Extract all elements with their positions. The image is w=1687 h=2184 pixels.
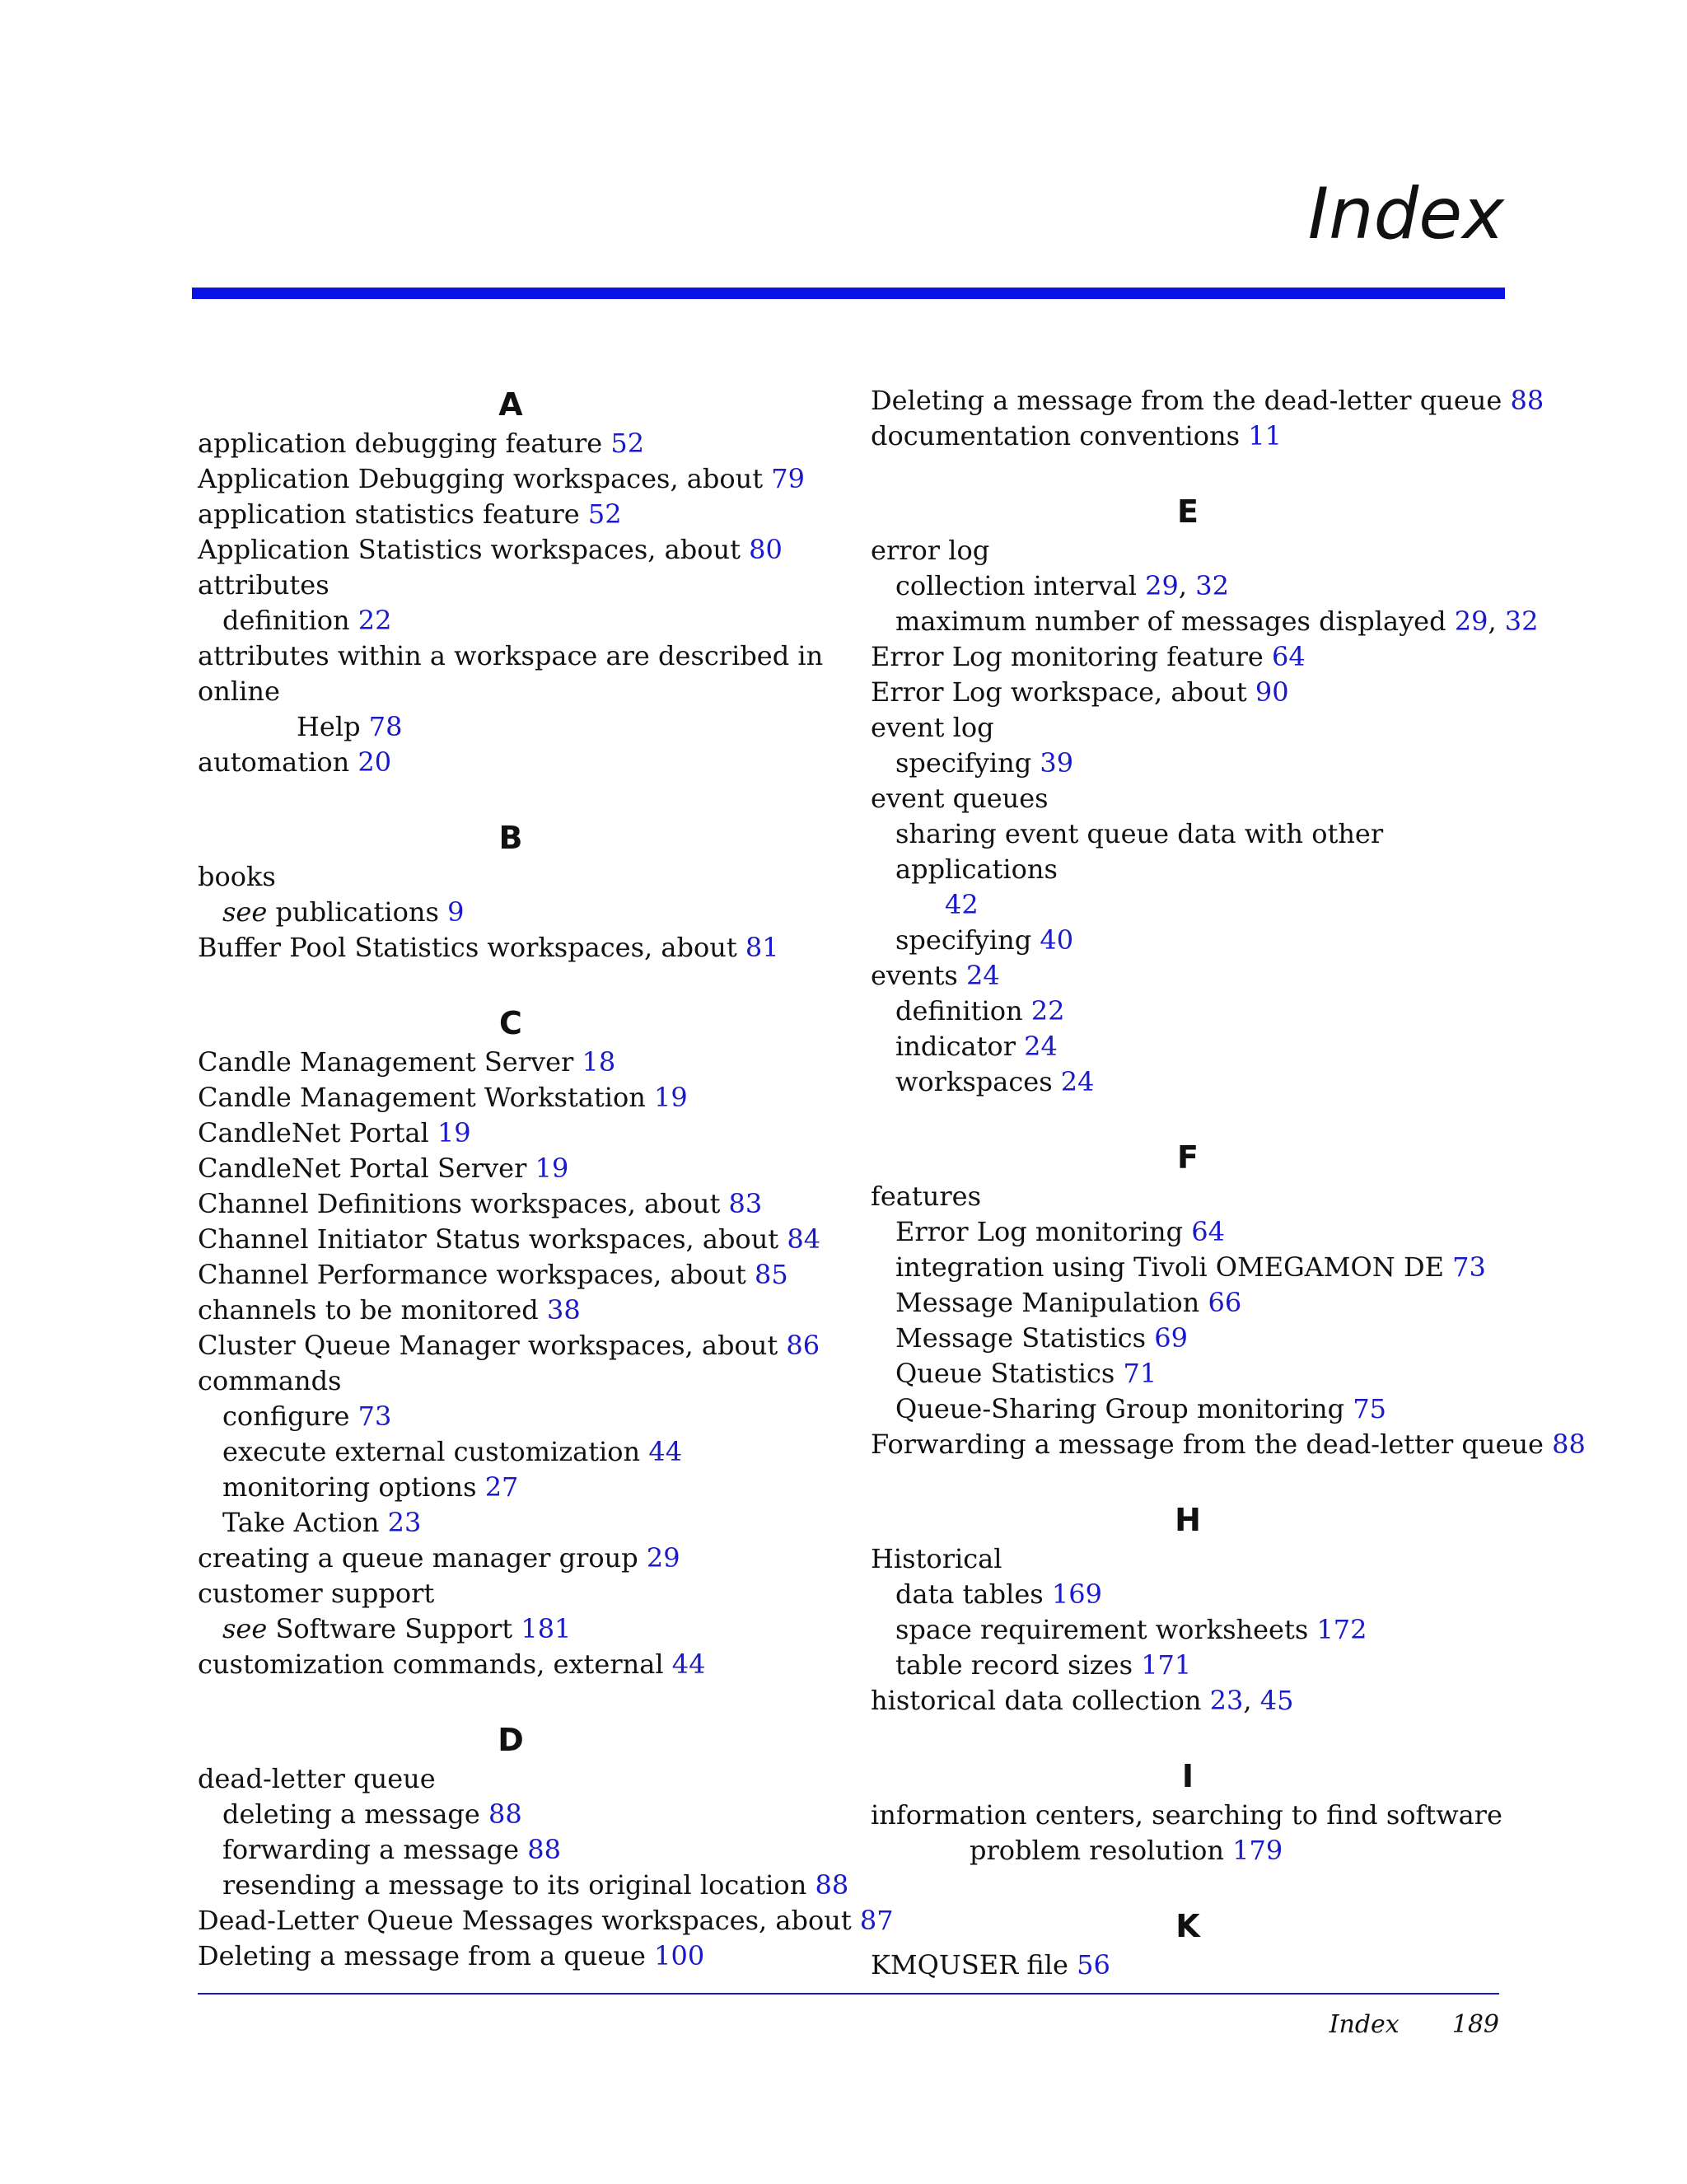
section-a [198,383,824,780]
index-subentry: maximum number of messages displayed 29, 32 [895,606,1539,637]
index-entry: Error Log workspace, about 90 [871,676,1289,708]
page-link[interactable]: 22 [1030,995,1065,1027]
page-link[interactable]: 88 [1510,385,1544,416]
page-link[interactable]: 32 [1195,570,1229,601]
page-link[interactable]: 29 [646,1542,680,1574]
page-link[interactable]: 181 [521,1613,572,1644]
page-link[interactable]: 24 [1024,1031,1058,1062]
index-subentry: sharing event queue data with other applications 42 [895,818,1384,920]
page-link[interactable]: 100 [654,1940,705,1971]
page-link[interactable]: 23 [387,1507,422,1538]
index-entry: customer support [198,1578,435,1609]
page-link[interactable]: 40 [1040,924,1074,956]
page-link[interactable]: 29 [1145,570,1179,601]
index-entry: information centers, searching to find software problem resolution 179 [871,1799,1502,1866]
index-entry: features [871,1181,981,1212]
index-entry: Candle Management Workstation 19 [198,1082,688,1113]
index-subentry: Queue-Sharing Group monitoring 75 [895,1393,1387,1424]
index-entry: event log [871,712,994,743]
page-link[interactable]: 79 [771,463,805,494]
section-b [198,816,824,966]
page-link[interactable]: 42 [945,889,979,920]
index-entry: application debugging feature 52 [198,428,645,459]
index-entry: Forwarding a message from the dead-letter queue 88 [871,1429,1586,1460]
index-subentry: Take Action 23 [222,1507,422,1538]
page-link[interactable]: 73 [1452,1251,1486,1283]
index-subentry: Message Manipulation 66 [895,1287,1242,1318]
index-entry: creating a queue manager group 29 [198,1542,680,1574]
index-subentry: Queue Statistics 71 [895,1358,1157,1389]
index-subentry: space requirement worksheets 172 [895,1614,1367,1645]
index-subentry: data tables 169 [895,1578,1102,1610]
page-link[interactable]: 172 [1316,1614,1367,1645]
page-link[interactable]: 179 [1232,1835,1283,1866]
page-link[interactable]: 84 [787,1223,821,1255]
page-link[interactable]: 11 [1248,420,1282,451]
index-subentry: table record sizes 171 [895,1649,1192,1681]
page-link[interactable]: 87 [859,1905,894,1936]
page-link[interactable]: 64 [1191,1216,1225,1247]
index-subentry: specifying 39 [895,747,1074,779]
page-link[interactable]: 171 [1141,1649,1192,1681]
index-column-right [871,383,1586,1983]
page-link[interactable]: 24 [1060,1066,1095,1097]
page-link[interactable]: 44 [648,1436,683,1467]
page-link[interactable]: 69 [1154,1322,1188,1354]
index-subentry: monitoring options 27 [222,1471,519,1503]
page-link[interactable]: 75 [1353,1393,1387,1424]
index-subentry: integration using Tivoli OMEGAMON DE 73 [895,1251,1486,1283]
index-entry: channels to be monitored 38 [198,1294,581,1326]
index-entry: Cluster Queue Manager workspaces, about 86 [198,1330,820,1361]
index-subentry: see publications 9 [222,896,465,928]
section-h [871,1499,1505,1719]
page-link[interactable]: 18 [582,1046,616,1078]
page-link[interactable]: 73 [357,1401,392,1432]
section-letter: C [499,1005,522,1041]
index-subentry: see Software Support 181 [222,1613,572,1644]
page-link[interactable]: 81 [745,932,779,963]
index-column-left [198,383,894,1974]
page-link[interactable]: 19 [535,1153,569,1184]
page-link[interactable]: 32 [1504,606,1539,637]
page-link[interactable]: 88 [488,1798,522,1830]
index-subentry: forwarding a message 88 [222,1834,561,1865]
index-entry: KMQUSER file 56 [871,1949,1110,1981]
page-link[interactable]: 88 [1552,1429,1586,1460]
page-link[interactable]: 44 [671,1649,706,1680]
index-entry: documentation conventions 11 [871,420,1282,451]
index-entry: Channel Performance workspaces, about 85 [198,1259,788,1290]
index-entry: Application Statistics workspaces, about 80 [198,534,783,565]
page-link[interactable]: 83 [728,1188,763,1219]
page-link[interactable]: 27 [484,1471,519,1503]
page-link[interactable]: 52 [587,498,622,530]
page-link[interactable]: 85 [754,1259,788,1290]
index-entry: dead-letter queue [198,1763,436,1794]
page-link[interactable]: 56 [1077,1949,1110,1981]
section-letter: K [1175,1908,1200,1944]
section-letter: F [1177,1139,1199,1176]
page-link[interactable]: 71 [1123,1358,1157,1389]
section-letter: E [1177,493,1199,530]
page-link[interactable]: 52 [610,428,645,459]
page-number: 189 [1451,2010,1499,2039]
page-link[interactable]: 22 [357,605,392,636]
footer-rule [198,1993,1499,1995]
index-subentry: specifying 40 [895,924,1074,956]
index-entry: historical data collection 23, 45 [871,1685,1294,1716]
index-subentry: collection interval 29, 32 [895,570,1229,601]
section-letter: B [498,820,523,856]
index-subentry: indicator 24 [895,1031,1058,1062]
page-link[interactable]: 90 [1255,676,1289,708]
index-entry: CandleNet Portal Server 19 [198,1153,569,1184]
index-entry: books [198,861,276,892]
section-letter: H [1175,1502,1201,1538]
index-entry: Channel Initiator Status workspaces, about 84 [198,1223,821,1255]
index-entry: Deleting a message from a queue 100 [198,1940,705,1971]
index-entry: automation 20 [198,746,392,778]
index-entry: Error Log monitoring feature 64 [871,641,1306,672]
page-link[interactable]: 86 [786,1330,820,1361]
index-entry: attributes within a workspace are described in online Help 78 [198,640,824,742]
page-link[interactable]: 169 [1051,1578,1102,1610]
page-link[interactable]: 19 [654,1082,688,1113]
index-entry: CandleNet Portal 19 [198,1117,471,1148]
page-link[interactable]: 9 [447,896,465,928]
index-subentry: execute external customization 44 [222,1436,683,1467]
index-subentry: Message Statistics 69 [895,1322,1188,1354]
index-entry: attributes [198,569,329,601]
page-footer [1330,2010,1499,2039]
page-link[interactable]: 64 [1271,641,1306,672]
page-link[interactable]: 88 [527,1834,561,1865]
index-entry: Deleting a message from the dead-letter queue 88 [871,385,1544,416]
page-link[interactable]: 39 [1040,747,1074,779]
index-entry: error log [871,535,990,566]
index-subentry: configure 73 [222,1401,392,1432]
section-letter: A [498,386,523,423]
page-link[interactable]: 38 [546,1294,581,1326]
title-rule [192,288,1505,299]
section-c [198,1002,824,1682]
index-entry: Channel Definitions workspaces, about 83 [198,1188,763,1219]
section-i [871,1755,1505,1868]
section-d [198,1719,894,1974]
page-link[interactable]: 24 [966,960,1000,991]
page-link[interactable]: 66 [1208,1287,1242,1318]
index-entry: application statistics feature 52 [198,498,622,530]
page-title: Index [1307,173,1504,255]
index-entry: customization commands, external 44 [198,1649,706,1680]
index-entry: commands [198,1365,342,1396]
footer-label: Index [1329,2010,1400,2039]
section-d-continued [871,383,1544,454]
page-link[interactable]: 19 [437,1117,471,1148]
index-entry: event queues [871,783,1049,814]
page-link[interactable]: 78 [368,711,403,742]
index-entry: Historical [871,1543,1002,1574]
index-entry: Application Debugging workspaces, about 79 [198,463,805,494]
index-subentry: definition 22 [895,995,1065,1027]
index-entry: Candle Management Server 18 [198,1046,616,1078]
index-subentry: Error Log monitoring 64 [895,1216,1225,1247]
index-subentry: workspaces 24 [895,1066,1095,1097]
section-letter: I [1181,1758,1194,1794]
section-f [871,1136,1586,1462]
section-k [871,1905,1505,1983]
page-link[interactable]: 88 [815,1869,849,1901]
index-subentry: definition 22 [222,605,392,636]
index-entry: Buffer Pool Statistics workspaces, about 81 [198,932,779,963]
page-link[interactable]: 80 [749,534,783,565]
page-link[interactable]: 29 [1454,606,1488,637]
index-entry: events 24 [871,960,1000,991]
page-link[interactable]: 20 [357,746,392,778]
index-subentry: deleting a message 88 [222,1798,522,1830]
page-link[interactable]: 45 [1259,1685,1294,1716]
section-e [871,490,1539,1100]
index-subentry: resending a message to its original location 88 [222,1869,849,1901]
index-entry: Dead-Letter Queue Messages workspaces, about 87 [198,1905,894,1936]
section-letter: D [498,1722,524,1758]
page-link[interactable]: 23 [1209,1685,1244,1716]
